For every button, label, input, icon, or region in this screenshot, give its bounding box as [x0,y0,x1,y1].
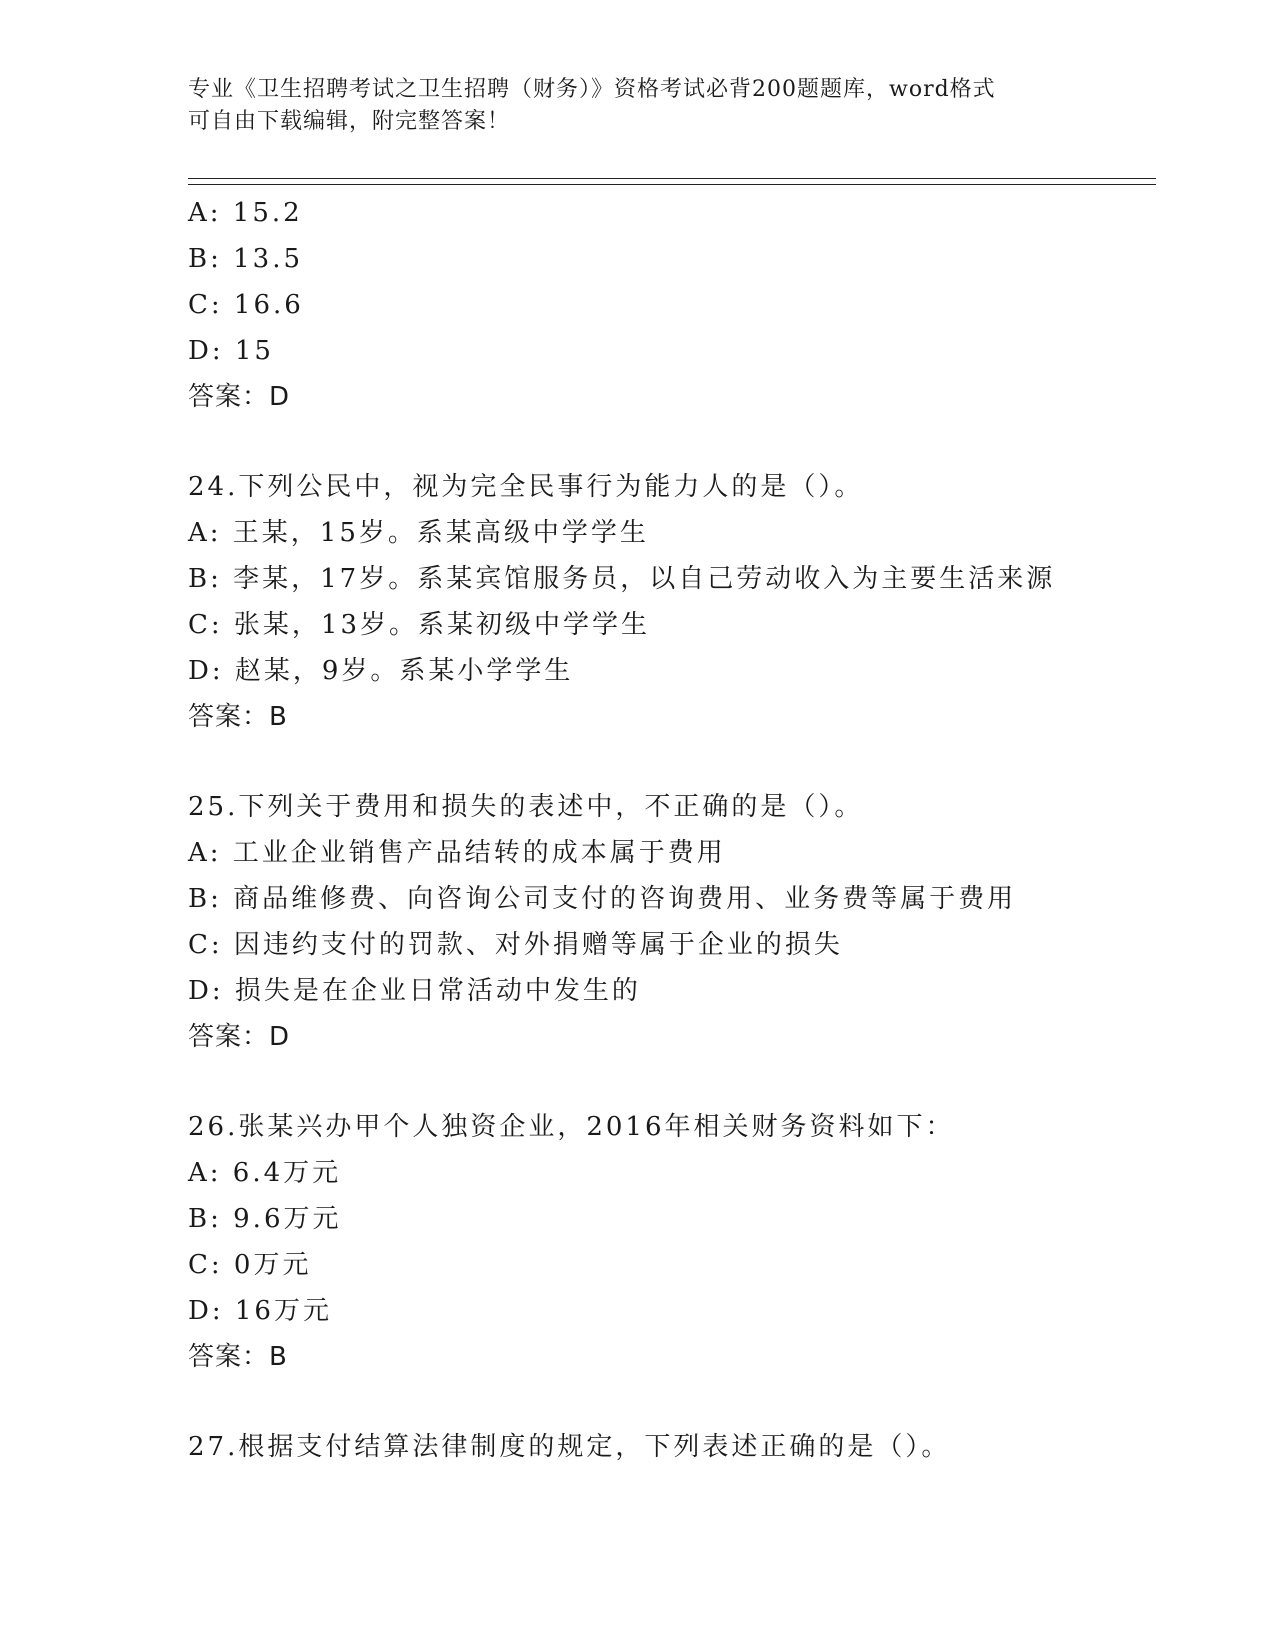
question-text: 27.根据支付结算法律制度的规定，下列表述正确的是（）。 [188,1432,951,1462]
question-27 [188,1424,1148,1470]
answer: 答案：B [188,702,288,732]
spacer [188,740,1148,784]
option-c: C: 16.6 [188,290,304,320]
header-line-2: 可自由下载编辑，附完整答案！ [188,109,511,134]
option-b: B: 13.5 [188,244,304,274]
option-c: C: 张某，13岁。系某初级中学学生 [188,610,651,640]
question-25 [188,784,1148,1060]
question-23 [188,190,1148,420]
option-b: B: 商品维修费、向咨询公司支付的咨询费用、业务费等属于费用 [188,884,1017,914]
option-b: B: 9.6万元 [188,1204,342,1234]
option-a: A: 6.4万元 [188,1158,342,1188]
question-26 [188,1104,1148,1380]
option-d: D: 16万元 [188,1296,332,1326]
question-text: 26.张某兴办甲个人独资企业，2016年相关财务资料如下： [188,1112,955,1142]
option-d: D: 损失是在企业日常活动中发生的 [188,976,641,1006]
header-divider [188,178,1156,185]
answer: 答案：B [188,1342,288,1372]
spacer [188,1380,1148,1424]
answer: 答案：D [188,1022,291,1052]
document-header [188,74,1088,138]
option-d: D: 赵某，9岁。系某小学学生 [188,656,574,686]
option-a: A: 15.2 [188,198,303,228]
question-text: 25.下列关于费用和损失的表述中，不正确的是（）。 [188,792,864,822]
option-c: C: 0万元 [188,1250,312,1280]
question-24 [188,464,1148,740]
option-d: D: 15 [188,336,274,366]
spacer [188,1060,1148,1104]
answer: 答案：D [188,382,291,412]
option-c: C: 因违约支付的罚款、对外捐赠等属于企业的损失 [188,930,843,960]
question-list [188,190,1148,1470]
option-b: B: 李某，17岁。系某宾馆服务员，以自己劳动收入为主要生活来源 [188,564,1056,594]
question-text: 24.下列公民中，视为完全民事行为能力人的是（）。 [188,472,864,502]
spacer [188,420,1148,464]
option-a: A: 王某，15岁。系某高级中学学生 [188,518,649,548]
header-line-1: 专业《卫生招聘考试之卫生招聘（财务）》资格考试必背200题题库，word格式 [188,77,996,102]
option-a: A: 工业企业销售产品结转的成本属于费用 [188,838,726,868]
